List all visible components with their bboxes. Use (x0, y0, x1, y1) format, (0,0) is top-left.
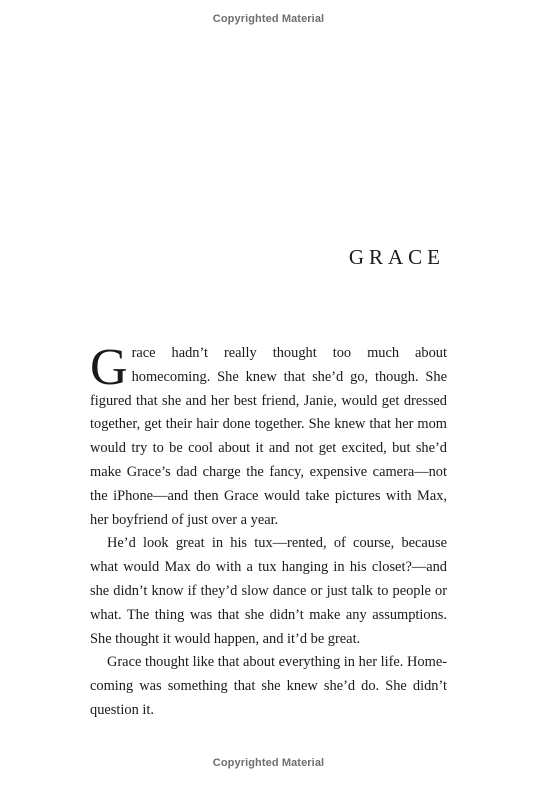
chapter-body (90, 339, 447, 723)
drop-cap: G (90, 339, 128, 396)
paragraph: He’d look great in his tux—rented, of course, because what would Max do with a tux hanging in his closet?—and she didn’t know if they’d slow dance or just talk to people or what. The thing was that she didn’t make any assumptions. She thought it would happen, and it’d be great. (90, 535, 447, 647)
copyright-footer: Copyrighted Material (212, 757, 325, 769)
first-paragraph-text: race hadn’t really thought too much about homecoming. She knew that she’d go, though. She figured that she and her best friend, Janie, would get dressed together, get their hair done together. She knew that her mom would try to be cool about it and not get excited, but she’d make Grace’s dad charge the fancy, expensive camera—not the iPhone—and then Grace would take pictures with Max, her boyfriend of just over a year. (90, 345, 447, 528)
paragraph: Grace thought like that about everything in her life. Home-coming was something that she knew she’d do. She didn’t question it. (90, 654, 447, 718)
first-paragraph (90, 339, 447, 532)
chapter-title: GRACE (348, 245, 445, 269)
copyright-header: Copyrighted Material (212, 13, 325, 25)
